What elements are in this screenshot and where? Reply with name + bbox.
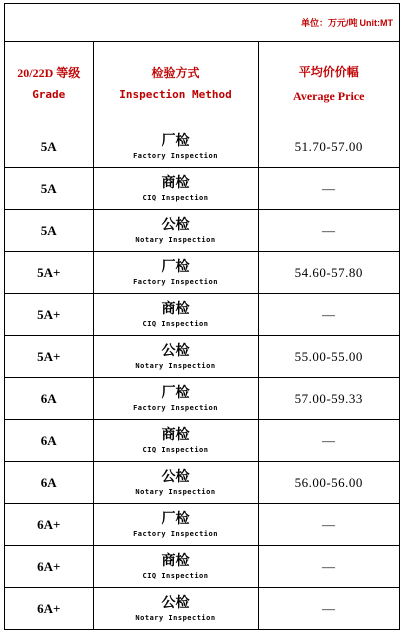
method-en: Factory Inspection (133, 403, 218, 412)
table-row (5, 252, 399, 294)
price-value: — (322, 432, 336, 448)
price-cell (258, 546, 399, 588)
grade-cell (5, 588, 93, 630)
method-cell (93, 252, 258, 294)
method-cn: 厂检 (161, 510, 190, 527)
grade-cell (5, 336, 93, 378)
grade-cell (5, 294, 93, 336)
method-en: CIQ Inspection (142, 319, 209, 328)
table-row (5, 126, 399, 168)
price-cell (258, 588, 399, 630)
table-row (5, 420, 399, 462)
grade-value: 6A (40, 390, 57, 406)
method-en: Factory Inspection (133, 529, 218, 538)
price-value: — (322, 222, 336, 238)
method-en: Factory Inspection (133, 277, 218, 286)
price-value: 51.70-57.00 (294, 138, 363, 154)
method-cn: 厂检 (161, 384, 190, 401)
price-value: 54.60-57.80 (294, 264, 363, 280)
grade-value: 5A+ (37, 306, 61, 322)
price-value: 56.00-56.00 (294, 474, 363, 490)
method-cn: 商检 (161, 426, 190, 443)
table-row (5, 588, 399, 630)
price-cell (258, 168, 399, 210)
method-cn: 公检 (161, 216, 190, 233)
price-sheet (4, 3, 400, 630)
price-value: — (322, 306, 336, 322)
grade-value: 5A+ (37, 348, 61, 364)
header-price-en: Average Price (293, 89, 365, 103)
grade-value: 6A+ (37, 600, 61, 616)
grade-value: 6A+ (37, 516, 61, 532)
table-row (5, 504, 399, 546)
price-cell (258, 504, 399, 546)
grade-cell (5, 252, 93, 294)
method-en: CIQ Inspection (142, 571, 209, 580)
method-cn: 公检 (161, 594, 190, 611)
table-row (5, 378, 399, 420)
grade-cell (5, 462, 93, 504)
method-cn: 公检 (161, 342, 190, 359)
method-cell (93, 168, 258, 210)
method-cell (93, 420, 258, 462)
method-en: Notary Inspection (135, 235, 216, 244)
price-cell (258, 252, 399, 294)
method-cell (93, 462, 258, 504)
price-cell (258, 126, 399, 168)
method-cell (93, 504, 258, 546)
method-en: Notary Inspection (135, 361, 216, 370)
price-value: 55.00-55.00 (294, 348, 363, 364)
method-en: Factory Inspection (133, 151, 218, 160)
price-cell (258, 210, 399, 252)
method-en: Notary Inspection (135, 613, 216, 622)
method-en: Notary Inspection (135, 487, 216, 496)
header-price (258, 42, 399, 126)
price-cell (258, 294, 399, 336)
grade-cell (5, 126, 93, 168)
header-price-cn: 平均价价幅 (298, 65, 359, 79)
header-method (93, 42, 258, 126)
unit-label-cn: 单位：万元/吨 (300, 18, 358, 28)
header-grade-cn: 20/22D 等级 (17, 66, 81, 80)
method-cell (93, 588, 258, 630)
method-cell (93, 294, 258, 336)
grade-cell (5, 504, 93, 546)
header-method-en: Inspection Method (119, 88, 232, 101)
method-cell (93, 126, 258, 168)
grade-cell (5, 546, 93, 588)
method-cn: 商检 (161, 552, 190, 569)
grade-value: 6A+ (37, 558, 61, 574)
price-value: — (322, 516, 336, 532)
price-cell (258, 378, 399, 420)
method-en: CIQ Inspection (142, 445, 209, 454)
table-row (5, 168, 399, 210)
table-row (5, 210, 399, 252)
grade-cell (5, 210, 93, 252)
price-cell (258, 462, 399, 504)
method-cn: 公检 (161, 468, 190, 485)
method-cell (93, 378, 258, 420)
price-value: — (322, 558, 336, 574)
price-value: — (322, 600, 336, 616)
method-cn: 厂检 (161, 258, 190, 275)
method-cn: 商检 (161, 300, 190, 317)
method-cn: 商检 (161, 174, 190, 191)
grade-value: 6A (40, 474, 57, 490)
method-en: CIQ Inspection (142, 193, 209, 202)
grade-cell (5, 378, 93, 420)
method-cn: 厂检 (161, 132, 190, 149)
price-table (5, 42, 399, 629)
grade-value: 5A (40, 138, 57, 154)
grade-value: 5A (40, 222, 57, 238)
table-row (5, 336, 399, 378)
table-row (5, 294, 399, 336)
header-row (5, 42, 399, 126)
grade-value: 6A (40, 432, 57, 448)
price-cell (258, 420, 399, 462)
header-grade-en: Grade (32, 88, 66, 101)
price-value: 57.00-59.33 (294, 390, 363, 406)
method-cell (93, 336, 258, 378)
header-method-cn: 检验方式 (151, 66, 200, 80)
price-value: — (322, 180, 336, 196)
unit-note (5, 4, 399, 42)
grade-value: 5A (40, 180, 57, 196)
grade-value: 5A+ (37, 264, 61, 280)
header-grade (5, 42, 93, 126)
grade-cell (5, 420, 93, 462)
table-row (5, 546, 399, 588)
method-cell (93, 546, 258, 588)
price-cell (258, 336, 399, 378)
method-cell (93, 210, 258, 252)
table-row (5, 462, 399, 504)
grade-cell (5, 168, 93, 210)
unit-label-en: Unit:MT (359, 17, 393, 28)
